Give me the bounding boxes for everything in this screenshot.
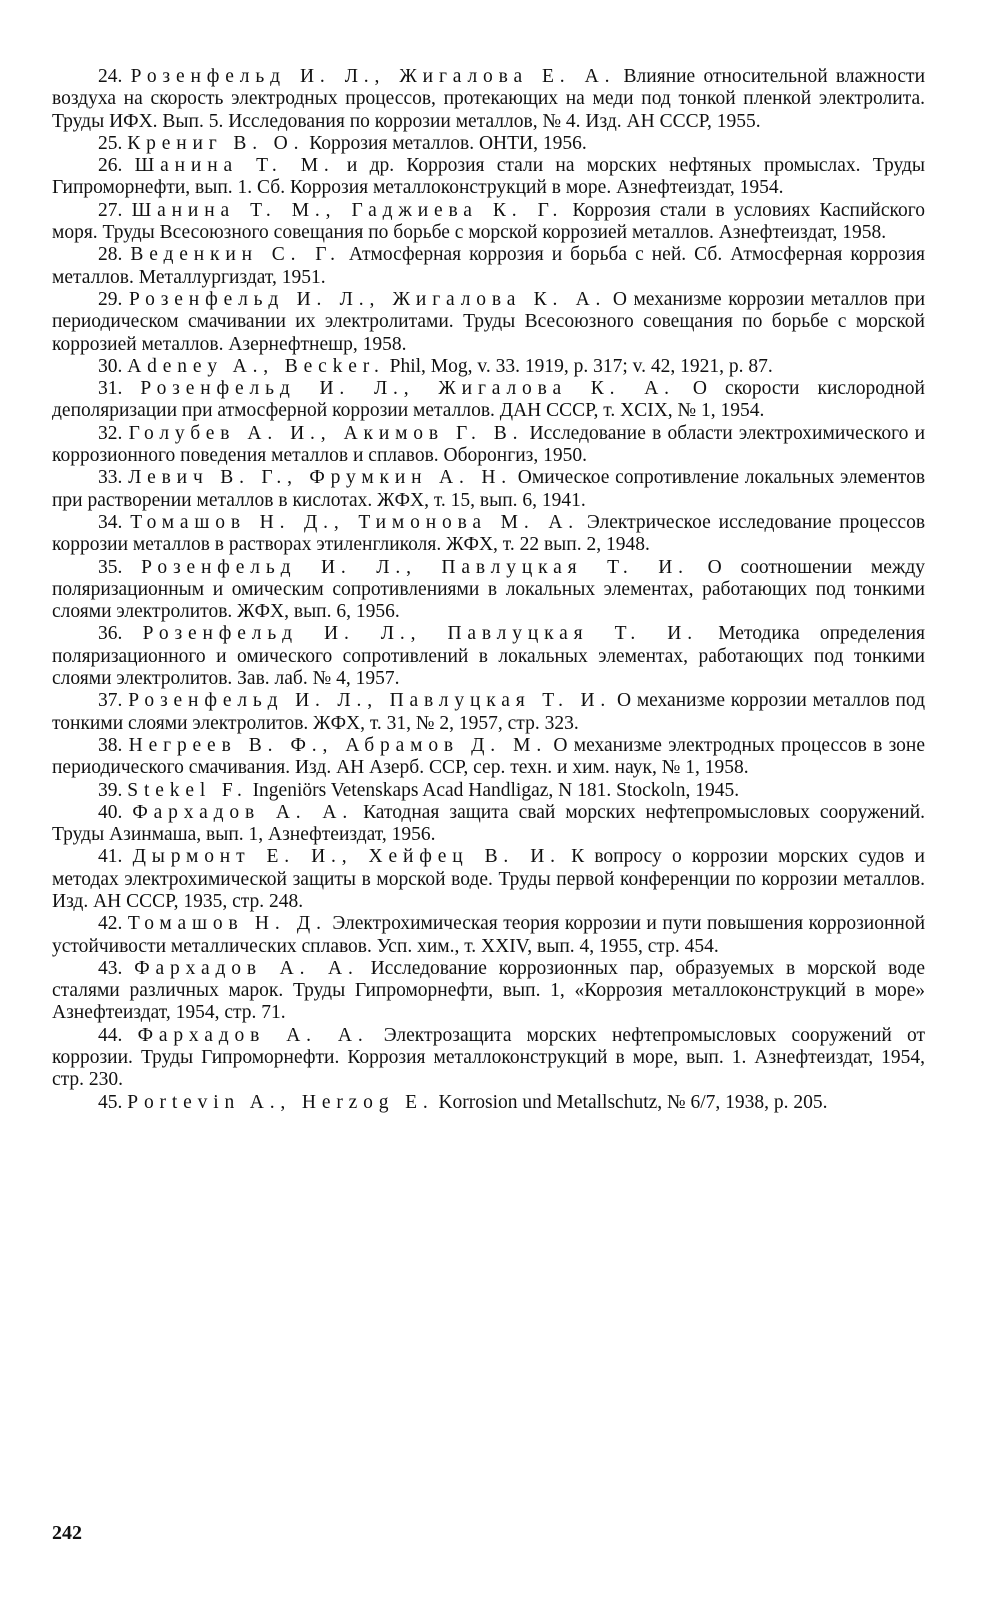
reference-text: Исследование коррозионных пар, образуемых в морской воде сталями различных марок. Труды Гипроморнефти, вып. 1, «Коррозия металлоконструкций в море» Азнефтеиздат, 1954, стр. 71.: [52, 957, 925, 1024]
reference-45: [52, 1092, 925, 1114]
reference-number: 28.: [98, 244, 123, 266]
reference-authors: Фархадов А. А.: [137, 1024, 369, 1046]
reference-35: [52, 557, 925, 624]
reference-42: [52, 913, 925, 958]
reference-number: 32.: [98, 422, 123, 444]
reference-text: О механизме коррозии металлов под тонкими слоями электролитов. ЖФХ, т. 31, № 2, 1957, стр. 323.: [52, 690, 926, 734]
reference-number: 38.: [98, 734, 123, 756]
reference-authors: Stekel F.: [127, 779, 248, 801]
reference-40: [52, 802, 925, 847]
reference-authors: Крениг В. О.: [127, 132, 305, 154]
reference-authors: Розенфельд И. Л., Павлуцкая Т. И.: [142, 623, 698, 645]
reference-text: Электрозащита морских нефтепромысловых сооружений от коррозии. Труды Гипроморнефти. Коррозия металлоконструкций в море, вып. 1. Азнефтеиздат, 1954, стр. 230.: [52, 1024, 926, 1091]
reference-text: и др. Коррозия стали на морских нефтяных промыслах. Труды Гипроморнефти, вып. 1. Сб. Коррозия металлоконструкций в море. Азнефтеиздат, 1954.: [52, 155, 926, 199]
reference-authors: Розенфельд И. Л., Жигалова К. А.: [140, 378, 675, 400]
reference-41: [52, 846, 925, 913]
reference-number: 29.: [98, 288, 123, 310]
reference-36: [52, 623, 925, 690]
reference-number: 34.: [98, 511, 123, 533]
reference-number: 40.: [98, 801, 123, 823]
reference-number: 25.: [98, 132, 123, 154]
reference-number: 45.: [98, 1091, 123, 1113]
reference-authors: Томашов Н. Д.: [127, 913, 327, 935]
reference-text: Ingeniörs Vetenskaps Acad Handligaz, N 181. Stockoln, 1945.: [252, 779, 740, 801]
reference-text: Электрохимическая теория коррозии и пути повышения коррозионной устойчивости металлических сплавов. Усп. хим., т. XXIV, вып. 4, 1955, стр. 454.: [52, 913, 926, 957]
reference-list: [52, 66, 925, 1114]
reference-number: 36.: [98, 623, 123, 645]
reference-authors: Голубев А. И., Акимов Г. В.: [128, 422, 524, 444]
reference-text: Омическое сопротивление локальных элементов при растворении металлов в кислотах. ЖФХ, т. 15, вып. 6, 1941.: [52, 467, 926, 511]
reference-text: О механизме электродных процессов в зоне периодического смачивания. Изд. АН Азерб. ССР, сер. техн. и хим. наук, № 1, 1958.: [52, 734, 926, 779]
reference-31: [52, 378, 925, 423]
reference-authors: Розенфельд И. Л., Павлуцкая Т. И.: [128, 690, 612, 712]
reference-number: 27.: [98, 199, 123, 221]
reference-number: 37.: [98, 690, 123, 712]
reference-29: [52, 289, 925, 356]
reference-text: О соотношении между поляризационным и омическим сопротивлениями в локальных элементах, работающих под тонкими слоями электролитов. ЖФХ, вып. 6, 1956.: [52, 556, 925, 623]
reference-text: О механизме коррозии металлов при периодическом смачивании их электролитами. Труды Всесоюзного совещания по борьбе с морской коррозией металлов. Азернефтнешр, 1958.: [52, 288, 926, 355]
reference-39: [52, 780, 925, 802]
reference-34: [52, 512, 925, 557]
reference-number: 43.: [98, 957, 123, 979]
reference-authors: Фархадов А. А.: [134, 957, 359, 979]
reference-authors: Фархадов А. А.: [132, 801, 354, 823]
reference-authors: Adeney A., Becker.: [127, 355, 385, 377]
reference-authors: Дырмонт Е. И., Хейфец В. И.: [132, 846, 561, 868]
reference-43: [52, 958, 925, 1025]
reference-44: [52, 1025, 925, 1092]
reference-text: Phil, Mog, v. 33. 1919, p. 317; v. 42, 1921, p. 87.: [389, 355, 773, 377]
reference-text: Атмосферная коррозия и борьба с ней. Сб. Атмосферная коррозия металлов. Металлургиздат, 1951.: [52, 244, 926, 288]
reference-authors: Розенфельд И. Л., Жигалова Е. А.: [130, 66, 616, 87]
reference-text: О скорости кислородной деполяризации при атмосферной коррозии металлов. ДАН СССР, т. XCIX, № 1, 1954.: [52, 378, 925, 422]
reference-number: 30.: [98, 355, 123, 377]
reference-number: 24.: [98, 66, 123, 87]
reference-authors: Шанина Т. М., Гаджиева К. Г.: [131, 199, 564, 221]
reference-authors: Томашов Н. Д., Тимонова М. А.: [130, 511, 579, 533]
reference-authors: Негреев В. Ф., Абрамов Д. М.: [128, 734, 548, 756]
reference-32: [52, 423, 925, 468]
reference-authors: Левич В. Г., Фрумкин А. Н.: [128, 467, 512, 489]
reference-text: Катодная защита свай морских нефтепромысловых сооружений. Труды Азинмаша, вып. 1, Азнефтеиздат, 1956.: [52, 801, 926, 846]
reference-28: [52, 244, 925, 289]
page-number: 242: [52, 1522, 82, 1544]
reference-text: Влияние относительной влажности воздуха на скорость электродных процессов, протекающих на меди под тонкой пленкой электролита. Труды ИФХ. Вып. 5. Исследования по коррозии металлов, № 4. Изд. АН СССР, 1955.: [52, 66, 925, 132]
reference-authors: Шанина Т. М.: [134, 155, 335, 177]
reference-text: Электрическое исследование процессов коррозии металлов в растворах этиленгликоля. ЖФХ, т. 22 вып. 2, 1948.: [52, 511, 926, 556]
reference-30: [52, 356, 925, 378]
reference-25: [52, 133, 925, 155]
reference-text: К вопросу о коррозии морских судов и методах электрохимической защиты в морской воде. Труды первой конференции по коррозии металлов. Изд. АН СССР, 1935, стр. 248.: [52, 846, 925, 912]
reference-number: 35.: [98, 556, 123, 578]
reference-38: [52, 735, 925, 780]
reference-27: [52, 200, 925, 245]
reference-26: [52, 155, 925, 200]
reference-number: 39.: [98, 779, 123, 801]
reference-24: [52, 66, 925, 133]
reference-number: 41.: [98, 846, 123, 868]
reference-number: 33.: [98, 467, 123, 489]
reference-33: [52, 467, 925, 512]
reference-authors: Portevin A., Herzog E.: [127, 1091, 434, 1113]
reference-text: Исследование в области электрохимического и коррозионного поведения металлов и сплавов. Оборонгиз, 1950.: [52, 422, 926, 467]
reference-text: Методика определения поляризационного и омического сопротивлений в локальных элементах, работающих под тонкими слоями электролитов. Зав. лаб. № 4, 1957.: [52, 623, 926, 690]
reference-number: 26.: [98, 155, 123, 177]
reference-number: 42.: [98, 913, 123, 935]
reference-text: Коррозия стали в условиях Каспийского моря. Труды Всесоюзного совещания по борьбе с морской коррозией металлов. Азнефтеиздат, 1958.: [52, 199, 926, 244]
reference-text: Коррозия металлов. ОНТИ, 1956.: [309, 132, 587, 154]
reference-37: [52, 690, 925, 735]
reference-authors: Розенфельд И. Л., Жигалова К. А.: [128, 288, 607, 310]
reference-text: Korrosion und Metallschutz, № 6/7, 1938, p. 205.: [438, 1091, 828, 1113]
reference-number: 44.: [98, 1024, 123, 1046]
reference-authors: Розенфельд И. Л., Павлуцкая Т. И.: [141, 556, 689, 578]
reference-authors: Веденкин С. Г.: [130, 244, 341, 266]
reference-number: 31.: [98, 378, 123, 400]
